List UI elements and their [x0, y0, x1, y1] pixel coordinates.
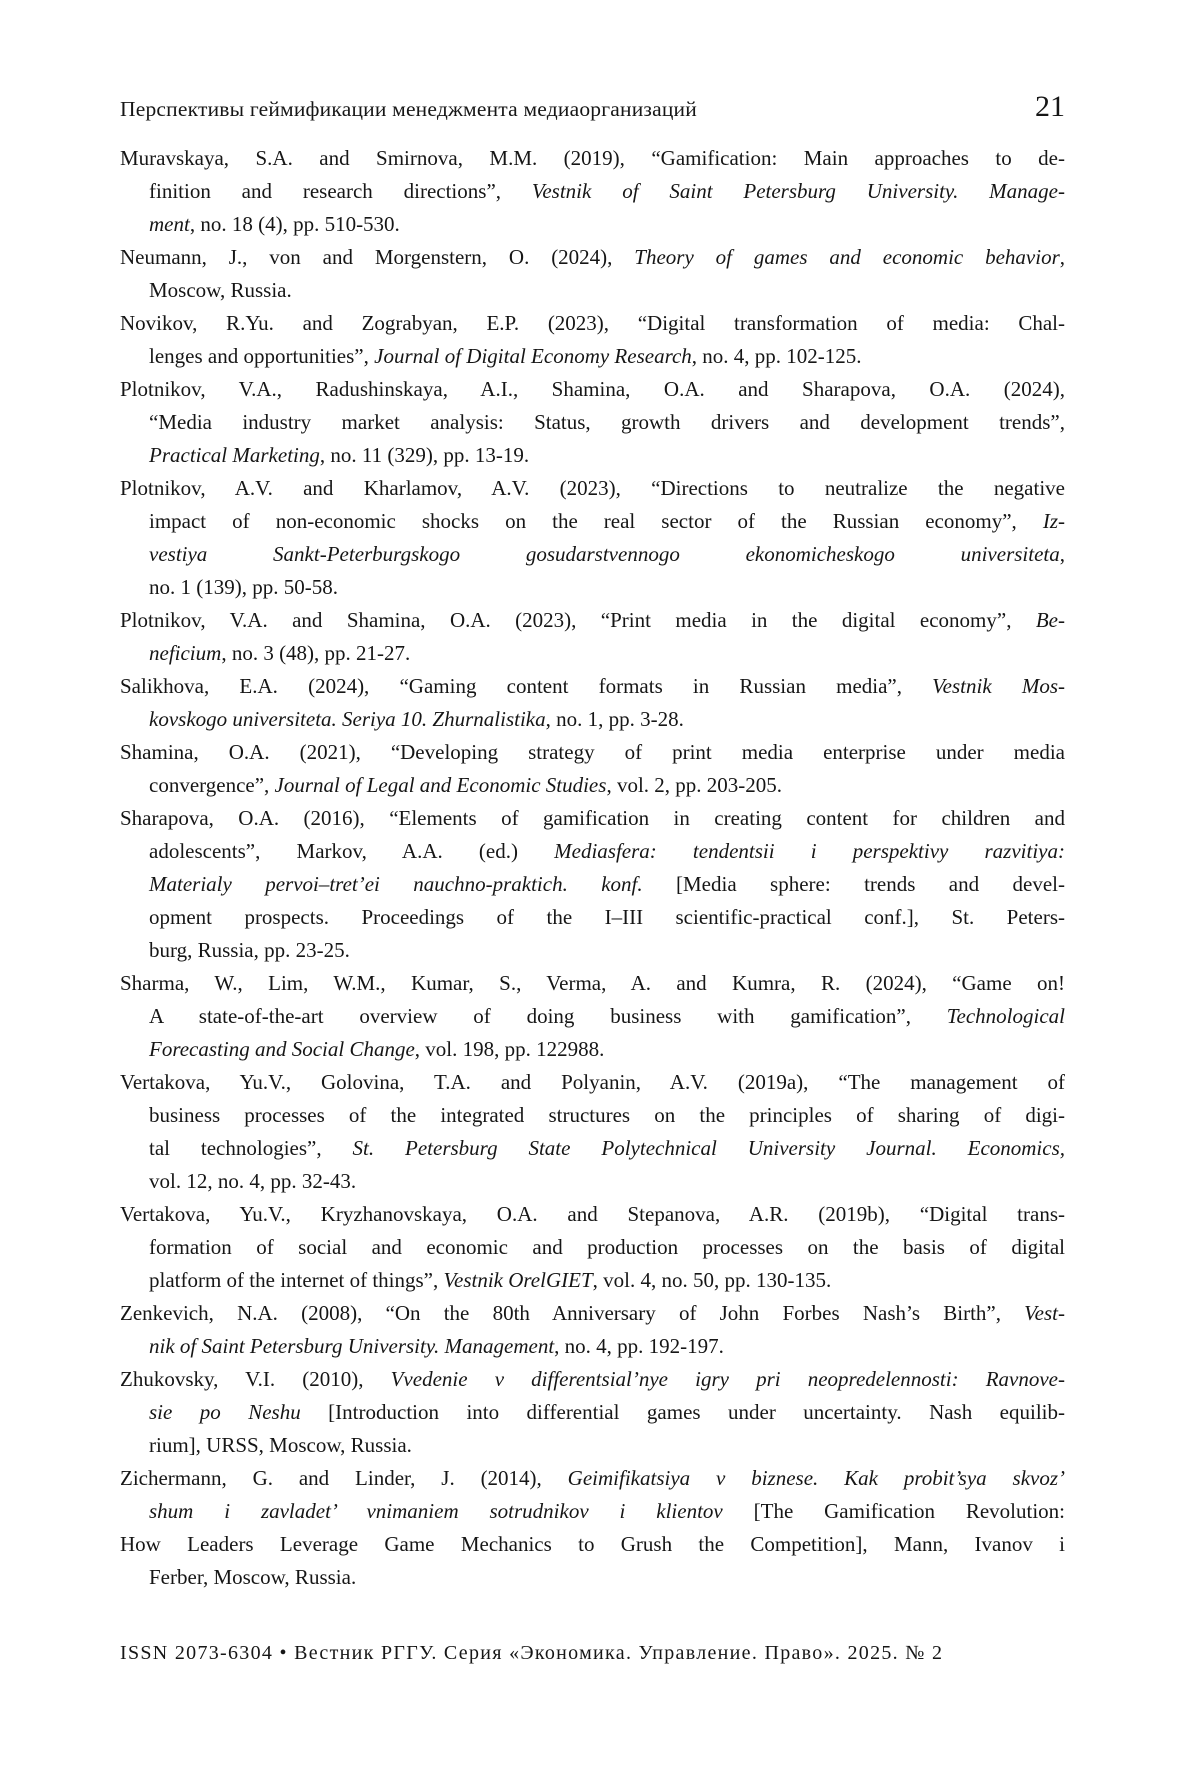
reference-line — [120, 1231, 1065, 1264]
reference-text: Plotnikov, V.A. and Shamina, O.A. (2023), “Print media in the digital economy”, — [120, 608, 1036, 632]
reference-text: Ferber, Moscow, Russia. — [149, 1565, 357, 1589]
reference-line — [120, 670, 1065, 703]
reference-line — [120, 472, 1065, 505]
reference-text: finition and research directions”, — [149, 179, 532, 203]
reference-text: Moscow, Russia. — [149, 278, 292, 302]
reference-line — [120, 340, 1065, 373]
reference-italic-text: shum i zavladet’ vnimaniem sotrudnikov i klientov — [149, 1499, 723, 1523]
reference-line — [120, 604, 1065, 637]
reference-entry — [120, 241, 1065, 307]
reference-text: , — [1059, 245, 1065, 269]
reference-text: , no. 3 (48), pp. 21-27. — [221, 641, 411, 665]
reference-italic-text: St. Petersburg State Polytechnical University Journal. Economics, — [352, 1136, 1066, 1160]
reference-line — [120, 1198, 1065, 1231]
reference-italic-text: vestiya Sankt-Peterburgskogo gosudarstvennogo ekonomicheskogo universiteta — [149, 542, 1060, 566]
reference-text: Zichermann, G. and Linder, J. (2014), — [120, 1466, 568, 1490]
reference-italic-text: kovskogo universiteta. Seriya 10. Zhurnalistika — [149, 707, 546, 731]
running-title: Перспективы геймификации менеджмента медиаорганизаций — [120, 97, 697, 121]
reference-line — [120, 1528, 1065, 1561]
reference-line — [120, 571, 1065, 604]
reference-line — [120, 142, 1065, 175]
reference-italic-text: Vestnik of Saint Petersburg University. Manage- — [531, 179, 1065, 203]
reference-text: lenges and opportunities”, — [149, 344, 375, 368]
reference-entry — [120, 1462, 1065, 1594]
references-list — [120, 142, 1065, 1594]
reference-italic-text: Iz- — [1042, 509, 1065, 533]
reference-text: vol. 12, no. 4, pp. 32-43. — [149, 1169, 357, 1193]
reference-line — [120, 1429, 1065, 1462]
reference-italic-text: Mediasfera: tendentsii i perspektivy razvitiya: — [554, 839, 1065, 863]
reference-line — [120, 1066, 1065, 1099]
reference-italic-text: Vestnik Mos- — [932, 674, 1065, 698]
reference-text: How Leaders Leverage Game Mechanics to Grush the Competition], Mann, Ivanov i — [120, 1532, 1065, 1556]
reference-entry — [120, 604, 1065, 670]
page-header — [120, 90, 1065, 124]
reference-line — [120, 1396, 1065, 1429]
reference-text: , no. 11 (329), pp. 13-19. — [319, 443, 530, 467]
reference-text: impact of non-economic shocks on the real sector of the Russian economy”, — [149, 509, 1043, 533]
reference-entry — [120, 472, 1065, 604]
reference-line — [120, 175, 1065, 208]
reference-italic-text: Journal of Legal and Economic Studies — [274, 773, 607, 797]
reference-line — [120, 274, 1065, 307]
reference-text: Neumann, J., von and Morgenstern, O. (2024), — [120, 245, 635, 269]
reference-line — [120, 868, 1065, 901]
reference-text: , — [1059, 542, 1065, 566]
reference-line — [120, 1264, 1065, 1297]
reference-text: , no. 18 (4), pp. 510-530. — [189, 212, 400, 236]
reference-text: , vol. 198, pp. 122988. — [414, 1037, 605, 1061]
reference-text: Muravskaya, S.A. and Smirnova, M.M. (2019), “Gamification: Main approaches to de- — [120, 146, 1065, 170]
reference-line — [120, 1363, 1065, 1396]
reference-text: Sharapova, O.A. (2016), “Elements of gamification in creating content for children and — [120, 806, 1065, 830]
reference-italic-text: Forecasting and Social Change — [149, 1037, 415, 1061]
reference-line — [120, 505, 1065, 538]
reference-text: , vol. 2, pp. 203-205. — [606, 773, 783, 797]
reference-line — [120, 736, 1065, 769]
reference-text: Vertakova, Yu.V., Golovina, T.A. and Polyanin, A.V. (2019a), “The management of — [120, 1070, 1065, 1094]
reference-entry — [120, 967, 1065, 1066]
reference-italic-text: Theory of games and economic behavior — [634, 245, 1060, 269]
reference-italic-text: Journal of Digital Economy Research — [374, 344, 692, 368]
reference-line — [120, 769, 1065, 802]
reference-italic-text: Geimifikatsiya v biznese. Kak probit’sya skvoz’ — [567, 1466, 1066, 1490]
reference-line — [120, 307, 1065, 340]
reference-text: convergence”, — [149, 773, 275, 797]
reference-line — [120, 1033, 1065, 1066]
reference-line — [120, 1165, 1065, 1198]
reference-italic-text: sie po Neshu — [149, 1400, 301, 1424]
reference-text: Zhukovsky, V.I. (2010), — [120, 1367, 391, 1391]
reference-text: Novikov, R.Yu. and Zograbyan, E.P. (2023), “Digital transformation of media: Chal- — [120, 311, 1065, 335]
reference-entry — [120, 802, 1065, 967]
reference-text: “Media industry market analysis: Status, growth drivers and development trends”, — [149, 410, 1065, 434]
reference-italic-text: Vvedenie v differentsial’nye igry pri neopredelennosti: Ravnove- — [390, 1367, 1065, 1391]
reference-line — [120, 835, 1065, 868]
reference-italic-text: ment — [149, 212, 190, 236]
reference-line — [120, 1462, 1065, 1495]
reference-entry — [120, 1297, 1065, 1363]
reference-text: , no. 4, pp. 102-125. — [691, 344, 862, 368]
reference-text: Plotnikov, A.V. and Kharlamov, A.V. (2023), “Directions to neutralize the negative — [120, 476, 1065, 500]
reference-italic-text: Technological — [946, 1004, 1065, 1028]
reference-text: platform of the internet of things”, — [149, 1268, 444, 1292]
reference-line — [120, 1561, 1065, 1594]
reference-text: [Introduction into differential games under uncertainty. Nash equilib- — [300, 1400, 1065, 1424]
reference-line — [120, 703, 1065, 736]
reference-text: Sharma, W., Lim, W.M., Kumar, S., Verma, A. and Kumra, R. (2024), “Game on! — [120, 971, 1065, 995]
reference-line — [120, 1132, 1065, 1165]
reference-entry — [120, 736, 1065, 802]
reference-line — [120, 901, 1065, 934]
reference-text: burg, Russia, pp. 23-25. — [149, 938, 350, 962]
reference-line — [120, 373, 1065, 406]
reference-italic-text: Be- — [1035, 608, 1065, 632]
page-footer — [120, 1642, 1080, 1665]
reference-text: A state-of-the-art overview of doing business with gamification”, — [149, 1004, 947, 1028]
reference-entry — [120, 142, 1065, 241]
reference-line — [120, 802, 1065, 835]
reference-line — [120, 406, 1065, 439]
reference-text: , vol. 4, no. 50, pp. 130-135. — [592, 1268, 832, 1292]
reference-italic-text: Practical Marketing — [149, 443, 320, 467]
reference-line — [120, 439, 1065, 472]
reference-text: Zenkevich, N.A. (2008), “On the 80th Anniversary of John Forbes Nash’s Birth”, — [120, 1301, 1025, 1325]
reference-line — [120, 208, 1065, 241]
reference-line — [120, 637, 1065, 670]
reference-italic-text: Materialy pervoi–tret’ei nauchno-praktich. konf. — [149, 872, 643, 896]
reference-text: Salikhova, E.A. (2024), “Gaming content formats in Russian media”, — [120, 674, 933, 698]
reference-italic-text: Vest- — [1024, 1301, 1065, 1325]
reference-italic-text: Vestnik OrelGIET — [443, 1268, 593, 1292]
reference-italic-text: nik of Saint Petersburg University. Management — [149, 1334, 555, 1358]
reference-text: Vertakova, Yu.V., Kryzhanovskaya, O.A. and Stepanova, A.R. (2019b), “Digital trans- — [120, 1202, 1065, 1226]
reference-text: Plotnikov, V.A., Radushinskaya, A.I., Shamina, O.A. and Sharapova, O.A. (2024), — [120, 377, 1065, 401]
reference-text: no. 1 (139), pp. 50-58. — [149, 575, 338, 599]
reference-entry — [120, 1198, 1065, 1297]
reference-text: opment prospects. Proceedings of the I–III scientific-practical conf.], St. Peters- — [149, 905, 1065, 929]
reference-line — [120, 1297, 1065, 1330]
reference-entry — [120, 307, 1065, 373]
reference-text: tal technologies”, — [149, 1136, 353, 1160]
reference-entry — [120, 1066, 1065, 1198]
reference-text: [The Gamification Revolution: — [722, 1499, 1065, 1523]
reference-line — [120, 1330, 1065, 1363]
reference-text: rium], URSS, Moscow, Russia. — [149, 1433, 412, 1457]
reference-line — [120, 967, 1065, 1000]
reference-text: [Media sphere: trends and devel- — [642, 872, 1065, 896]
reference-text: formation of social and economic and production processes on the basis of digital — [149, 1235, 1065, 1259]
reference-italic-text: neficium — [149, 641, 222, 665]
reference-entry — [120, 1363, 1065, 1462]
reference-entry — [120, 670, 1065, 736]
reference-line — [120, 934, 1065, 967]
reference-line — [120, 1495, 1065, 1528]
reference-line — [120, 538, 1065, 571]
reference-text: , no. 1, pp. 3-28. — [545, 707, 684, 731]
reference-line — [120, 1000, 1065, 1033]
page-number: 21 — [1035, 90, 1065, 123]
reference-text: business processes of the integrated structures on the principles of sharing of digi- — [149, 1103, 1065, 1127]
reference-line — [120, 1099, 1065, 1132]
reference-entry — [120, 373, 1065, 472]
reference-text: adolescents”, Markov, A.A. (ed.) — [149, 839, 555, 863]
reference-line — [120, 241, 1065, 274]
reference-text: , no. 4, pp. 192-197. — [554, 1334, 724, 1358]
reference-text: Shamina, O.A. (2021), “Developing strategy of print media enterprise under media — [120, 740, 1065, 764]
footer-issn-line: ISSN 2073-6304 • Вестник РГГУ. Серия «Экономика. Управление. Право». 2025. № 2 — [120, 1642, 944, 1664]
